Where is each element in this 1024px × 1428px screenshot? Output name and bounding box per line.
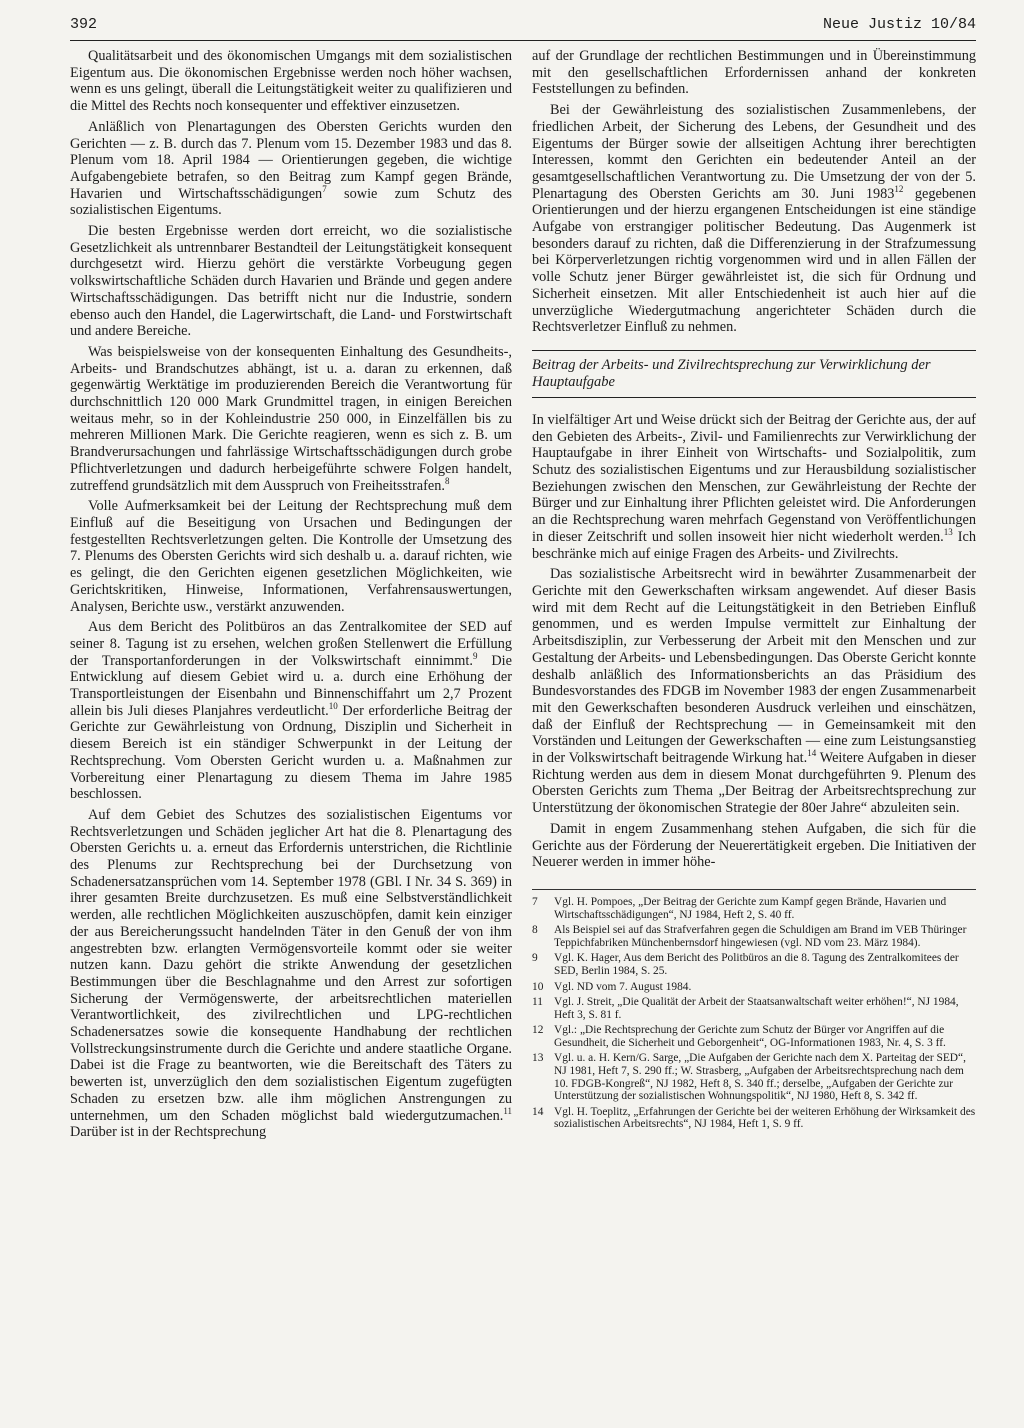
paragraph-text: Auf dem Gebiet des Schutzes des sozialistischen Eigentums vor Rechtsverletzungen und Schäden jeglicher Art hat die 8. Plenartagung des Obersten Gerichts u. a. erneut das Erfordernis unterstrichen, die Richtlinie des Plenums zur Rechtsprechung bei der Durchsetzung von Schadenersatzansprüchen vom 14. September 1978 (GBl. I Nr. 34 S. 369) in ihrer gesamten Breite durchzusetzen. Es muß eine Selbstverständlichkeit werden, alle rechtlichen Möglichkeiten auszuschöpfen, damit kein einziger der aus Bereicherungssucht handelnden Täter in den Genuß der von ihm angestrebten bzw. erlangten Vermögensvorteile kommt oder sie weiter nutzen kann. Dazu gehört die strikte Anwendung der gesetzlichen Bestimmungen über die Beschlagnahme und den Arrest zur sofortigen Sicherung der Vermögenswerte, der arbeitsrechtlichen materiellen Verantwortlichkeit, des zivilrechtlichen und LPG-rechtlichen Schadenersatzes sowie die konsequente Handhabung der rechtlichen Vollstreckungsinstrumente durch die Gerichte und andere staatliche Organe. Dabei ist die Frage zu beantworten, wie die Bereitschaft des Täters zu bewerten ist, unverzüglich den dem sozialistischen Eigentum zugefügten Schaden zu ersetzen bzw. alle ihm möglichen Anstrengungen zu unternehmen, um den Schaden möglichst bald wiedergutzumachen.: [70, 806, 512, 1124]
paragraph-text: Damit in engem Zusammenhang stehen Aufgaben, die sich für die Gerichte aus der Förderung der Neuerertätigkeit ergeben. Die Initiativen der Neuerer werden in immer höhe-: [532, 820, 976, 871]
paragraph-text: Das sozialistische Arbeitsrecht wird in bewährter Zusammenarbeit der Gerichte mit den Gewerkschaften wirksam angewendet. Auf dieser Basis wird mit dem Recht auf die Leitungstätigkeit in den Betrieben Einfluß genommen, und es werden Impulse vermittelt zur Einhaltung der Arbeitsdisziplin, zur Verbesserung der Arbeit mit den Menschen und zur Gestaltung der Arbeits- und Lebensbedingungen. Das Oberste Gericht konnte deshalb anläßlich des Informationsberichts an das Präsidium des Bundesvorstandes des FDGB im November 1983 der engen Zusammenarbeit mit den Gewerkschaften besonderen Ausdruck verleihen und einschätzen, daß der Einfluß der Rechtsprechung — in Gemeinsamkeit mit den Vorständen und Leitungen der Gewerkschaften — eine zum Leistungsanstieg in der Volkswirtschaft beitragende Wirkung hat.: [532, 566, 976, 767]
footnote-text: Vgl. J. Streit, „Die Qualität der Arbeit der Staatsanwaltschaft weiter erhöhen!“, NJ 1984, Heft 3, S. 81 f.: [554, 996, 959, 1021]
footnote-reference: 13: [943, 527, 953, 538]
footnote-number: 8: [532, 924, 538, 937]
paragraph-text: Anläßlich von Plenartagungen des Obersten Gerichts wurden den Gerichten — z. B. durch das 7. Plenum vom 15. Dezember 1983 und das 8. Plenum vom 18. April 1984 — Orientierungen gegeben, die wichtige Aufgabengebiete betrafen, so den Beitrag zum Kampf gegen Brände, Havarien und Wirtschaftsschädigungen: [70, 118, 512, 202]
footnote-reference: 8: [444, 475, 450, 486]
paragraph: [70, 498, 512, 615]
paragraph: [532, 102, 976, 336]
paragraph-text: Der erforderliche Beitrag der Gerichte zur Gewährleistung von Ordnung, Disziplin und Sicherheit in diesem Bereich ist ein ständiger Schwerpunkt in der Leitung der Rechtsprechung. Vom Obersten Gericht wurden u. a. Maßnahmen zur Vorbereitung einer Plenartagung zu diesem Thema im Jahre 1985 beschlossen.: [70, 702, 512, 803]
paragraph-text: gegebenen Orientierungen und der hierzu ergangenen Entscheidungen ist eine ständige Aufgabe von erstrangiger politischer Bedeutung. Das Augenmerk ist besonders darauf zu richten, daß die Differenzierung in der Strafzumessung bei Körperverletzungen richtig vorgenommen wird und in allen Fällen der volle Schutz jener Bürger gewährleistet ist, die sich für Ordnung und Sicherheit einsetzen. Mit aller Entschiedenheit ist auch hier auf die unverzügliche Wiedergutmachung angerichteter Schäden durch die Rechtsverletzer Einfluß zu nehmen.: [532, 185, 976, 336]
paragraph-text: In vielfältiger Art und Weise drückt sich der Beitrag der Gerichte aus, der auf den Gebieten des Arbeits-, Zivil- und Familienrechts zur Verwirklichung der Hauptaufgabe in ihrer Einheit von Wirtschafts- und Sozialpolitik, zum Schutz des sozialistischen Eigentums und zur Herausbildung sozialistischer Beziehungen zwischen den Menschen, zur Gewährleistung der Rechte der Bürger und zur Einhaltung ihrer Pflichten geleistet wird. Die Anforderungen an die Rechtsprechung waren mehrfach Gegenstand von Veröffentlichungen in dieser Zeitschrift und sollen insoweit hier nicht wiederholt werden.: [532, 411, 976, 545]
paragraph: [70, 619, 512, 803]
footnote-text: Als Beispiel sei auf das Strafverfahren gegen die Schuldigen am Brand im VEB Thüringer Teppichfabriken Münchenbernsdorf hingewiesen (vgl. ND vom 23. März 1984).: [554, 924, 967, 949]
footnote-number: 12: [532, 1024, 544, 1037]
footnote-number: 14: [532, 1105, 544, 1118]
footnote-text: Vgl. K. Hager, Aus dem Bericht des Politbüros an die 8. Tagung des Zentralkomitees der SED, Berlin 1984, S. 25.: [554, 952, 959, 977]
paragraph-text: Die besten Ergebnisse werden dort erreicht, wo die sozialistische Gesetzlichkeit als untrennbarer Bestandteil der Leitungstätigkeit konsequent durchgesetzt wird. Hierzu gehört die verstärkte Vorbeugung gegen volkswirtschaftliche Schäden durch Havarien und Brände und gegen andere Wirtschaftsschädigungen. Das betrifft nicht nur die Industrie, sondern ebenso auch den Handel, die Lagerwirtschaft, die Land- und Forstwirtschaft und andere Bereiche.: [70, 223, 512, 340]
paragraph-text: sowie zum Schutz des sozialistischen Eigentums.: [70, 185, 512, 219]
footnote: [532, 1106, 976, 1131]
page-number: 392: [70, 16, 98, 33]
footnote-text: Vgl. ND vom 7. August 1984.: [554, 980, 692, 993]
footnote-reference: 12: [894, 183, 904, 194]
paragraph-text: Volle Aufmerksamkeit bei der Leitung der Rechtsprechung muß dem Einfluß auf die Beseitigung von Ursachen und Bedingungen der festgestellten Rechtsverletzungen gelten. Die Kontrolle der Umsetzung des 7. Plenums des Obersten Gerichts wird sich deshalb u. a. darauf richten, wie es gelingt, die den Gerichten eigenen gesetzlichen Möglichkeiten, wie Gerichtskritiken, Hinweise, Informationen, Verfahrensauswertungen, Analysen, Berichte usw., verstärkt anzuwenden.: [70, 498, 512, 615]
footnote: [532, 1024, 976, 1049]
footnote-text: Vgl. H. Toeplitz, „Erfahrungen der Gerichte bei der weiteren Erhöhung der Wirksamkeit des sozialistischen Arbeitsrechts“, NJ 1984, Heft 1, S. 9 ff.: [554, 1105, 976, 1131]
footnote-number: 9: [532, 952, 538, 965]
footnote-number: 10: [532, 980, 544, 993]
footnote-text: Vgl. H. Pompoes, „Der Beitrag der Gerichte zum Kampf gegen Brände, Havarien und Wirtschaftsschädigungen“, NJ 1984, Heft 2, S. 40 ff.: [554, 895, 947, 921]
footnote-reference: 14: [807, 748, 817, 759]
paragraph-text: auf der Grundlage der rechtlichen Bestimmungen und in Übereinstimmung mit den gesellschaftlichen Erfordernissen anhand der konkreten Feststellungen zu befinden.: [532, 48, 976, 98]
left-column: [70, 48, 512, 1145]
footnote: [532, 952, 976, 977]
section-heading: Beitrag der Arbeits- und Zivilrechtsprechung zur Verwirklichung der Hauptaufgabe: [532, 350, 976, 398]
paragraph-text: Was beispielsweise von der konsequenten Einhaltung des Gesundheits-, Arbeits- und Brandschutzes abhängt, ist u. a. daran zu erkennen, daß gegenwärtig Werktätige im produzierenden Bereich die Verantwortung für durchschnittlich 120 000 Mark Grundmittel tragen, in einigen Bereichen weitaus mehr, so in der Kohleindustrie 250 000, in Einzelfällen bis zu mehreren Millionen Mark. Die Gerichte reagieren, wenn es sich z. B. um Brandverursachungen und fahrlässige Wirtschaftsschädigungen durch grobe Pflichtverletzungen und dadurch herbeigeführte schwere Folgen handelt, zutreffend grundsätzlich mit dem Ausspruch von Freiheitsstrafen.: [70, 343, 512, 494]
footnote: [532, 1052, 976, 1102]
footnote-number: 11: [532, 996, 543, 1009]
paragraph: [70, 223, 512, 340]
footnote: [532, 996, 976, 1021]
footnote-reference: 11: [503, 1105, 512, 1116]
paragraph-text: Bei der Gewährleistung des sozialistischen Zusammenlebens, der friedlichen Arbeit, der Sicherung des Lebens, der Gesundheit und des Eigentums der Bürger sowie der allseitigen Achtung ihrer berechtigten Interessen, kommt den Gerichten ein bedeutender Anteil an der gesamtgesellschaftlichen Verantwortung zu. Die Umsetzung der von der 5. Plenartagung des Obersten Gerichts am 30. Juni 1983: [532, 102, 976, 202]
paragraph: [70, 807, 512, 1141]
footnote-number: 13: [532, 1052, 544, 1065]
footnote-reference: 7: [322, 183, 327, 194]
right-column-lower-text: [532, 412, 976, 871]
journal-title: Neue Justiz 10/84: [822, 16, 976, 33]
footnote: [532, 981, 976, 994]
footnote-number: 7: [532, 895, 538, 908]
paragraph: [70, 119, 512, 219]
paragraph-text: Die Entwicklung auf diesem Gebiet wird u. a. durch eine Erhöhung der Transportleistungen der Eisenbahn und Binnenschiffahrt um 2,7 Prozent allein bis Juli dieses Planjahres verdeutlicht.: [70, 652, 513, 719]
footnote: [532, 924, 976, 949]
paragraph: [532, 821, 976, 871]
paragraph: [70, 48, 512, 115]
footnote-text: Vgl. u. a. H. Kern/G. Sarge, „Die Aufgaben der Gerichte nach dem X. Parteitag der SED“, NJ 1981, Heft 7, S. 290 ff.; W. Strasberg, „Aufgaben der Arbeitsrechtsprechung nach dem 10. FDGB-Kongreß“, NJ 1982, Heft 8, S. 340 ff.; derselbe, „Aufgaben der Gerichte zur Unterstützung der sozialistischen Wohnungspolitik“, NJ 1980, Heft 8, S. 342 ff.: [554, 1052, 966, 1103]
paragraph: [70, 344, 512, 494]
page-header: [70, 14, 976, 41]
paragraph-text: Darüber ist in der Rechtsprechung: [70, 1124, 267, 1141]
paragraph-text: Ich beschränke mich auf einige Fragen des Arbeits- und Zivilrechts.: [532, 528, 976, 562]
right-column: [532, 48, 976, 1134]
footnote-reference: 9: [472, 650, 478, 661]
paragraph: [532, 48, 976, 98]
right-column-upper-text: [532, 48, 976, 336]
paragraph: [532, 412, 976, 562]
paragraph-text: Qualitätsarbeit und des ökonomischen Umgangs mit dem sozialistischen Eigentum aus. Die ökonomischen Ergebnisse werden noch höher wachsen, wenn es uns gelingt, überall die Leitungstätigkeit weiter zu qualifizieren und die Mittel des Rechts noch konsequenter und effektiver einzusetzen.: [70, 48, 512, 115]
paragraph-text: Aus dem Bericht des Politbüros an das Zentralkomitee der SED auf seiner 8. Tagung ist zu ersehen, welchen großen Stellenwert die Erfüllung der Transportanforderungen in der Volkswirtschaft einnimmt.: [70, 619, 512, 669]
footnote: [532, 896, 976, 921]
paragraph-text: Weitere Aufgaben in dieser Richtung werden aus dem in diesem Monat durchgeführten 9. Plenum des Obersten Gerichts zum Thema „Der Beitrag der Arbeitsrechtsprechung zur Unterstützung der ökonomischen Strategie der 80er Jahre“ abzuleiten sein.: [532, 750, 977, 817]
paragraph: [532, 566, 976, 817]
footnotes: [532, 889, 976, 1131]
footnote-reference: 10: [328, 700, 338, 711]
footnote-text: Vgl.: „Die Rechtsprechung der Gerichte zum Schutz der Bürger vor Angriffen auf die Gesundheit, die Sicherheit und Geborgenheit“, OG-Informationen 1983, Nr. 4, S. 3 ff.: [554, 1024, 946, 1049]
